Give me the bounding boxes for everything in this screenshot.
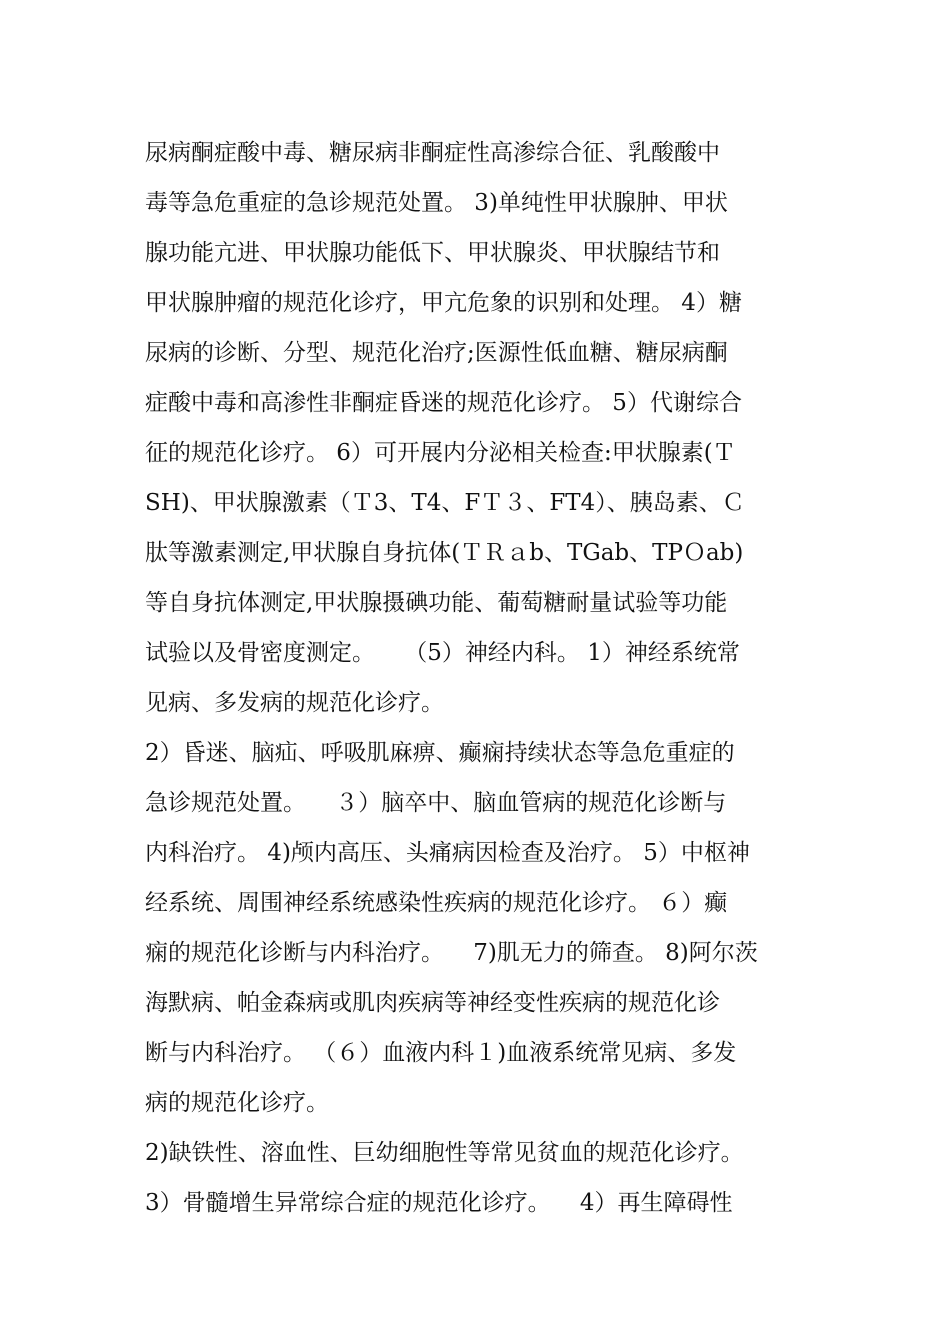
text-line: 肽等激素测定,甲状腺自身抗体(ＴＲａb、TGab、TPＯab)	[145, 540, 744, 566]
text-line: 痫的规范化诊断与内科治疗。 7)肌无力的筛查。 8)阿尔茨	[145, 940, 758, 966]
text-line: 急诊规范处置。 ３）脑卒中、脑血管病的规范化诊断与	[145, 790, 727, 816]
body-text	[145, 128, 825, 1228]
text-line: 症酸中毒和高渗性非酮症昏迷的规范化诊疗。 5）代谢综合	[145, 390, 742, 416]
text-line: 甲状腺肿瘤的规范化诊疗，甲亢危象的识别和处理。 4）糖	[145, 290, 742, 316]
text-line: 尿病的诊断、分型、规范化治疗;医源性低血糖、糖尿病酮	[145, 340, 728, 366]
text-line: 尿病酮症酸中毒、糖尿病非酮症性高渗综合征、乳酸酸中	[145, 140, 720, 166]
text-line: SH)、甲状腺激素（Ｔ3、T4、FＴ３、FT4）、胰岛素、Ｃ	[145, 490, 745, 516]
text-line: 海默病、帕金森病或肌肉疾病等神经变性疾病的规范化诊	[145, 990, 720, 1016]
text-line: 断与内科治疗。 （６）血液内科１)血液系统常见病、多发	[145, 1040, 737, 1066]
text-line: 毒等急危重症的急诊规范处置。 3)单纯性甲状腺肿、甲状	[145, 190, 728, 216]
text-line: 试验以及骨密度测定。 （5）神经内科。 1）神经系统常	[145, 640, 740, 666]
text-line: 病的规范化诊疗。	[145, 1090, 329, 1116]
text-line: 见病、多发病的规范化诊疗。	[145, 690, 444, 716]
text-line: 经系统、周围神经系统感染性疾病的规范化诊疗。 ６）癫	[145, 890, 728, 916]
text-line: 内科治疗。 4)颅内高压、头痛病因检查及治疗。 5）中枢神	[145, 840, 750, 866]
text-line: 等自身抗体测定,甲状腺摄碘功能、葡萄糖耐量试验等功能	[145, 590, 728, 616]
text-line: 2）昏迷、脑疝、呼吸肌麻痹、癫痫持续状态等急危重症的	[145, 740, 735, 766]
text-line: 腺功能亢进、甲状腺功能低下、甲状腺炎、甲状腺结节和	[145, 240, 720, 266]
text-line: 2)缺铁性、溶血性、巨幼细胞性等常见贫血的规范化诊疗。	[145, 1140, 744, 1166]
text-line: 3）骨髓增生异常综合症的规范化诊疗。 4）再生障碍性	[145, 1190, 733, 1216]
text-line: 征的规范化诊疗。 6）可开展内分泌相关检查:甲状腺素(Ｔ	[145, 440, 736, 466]
